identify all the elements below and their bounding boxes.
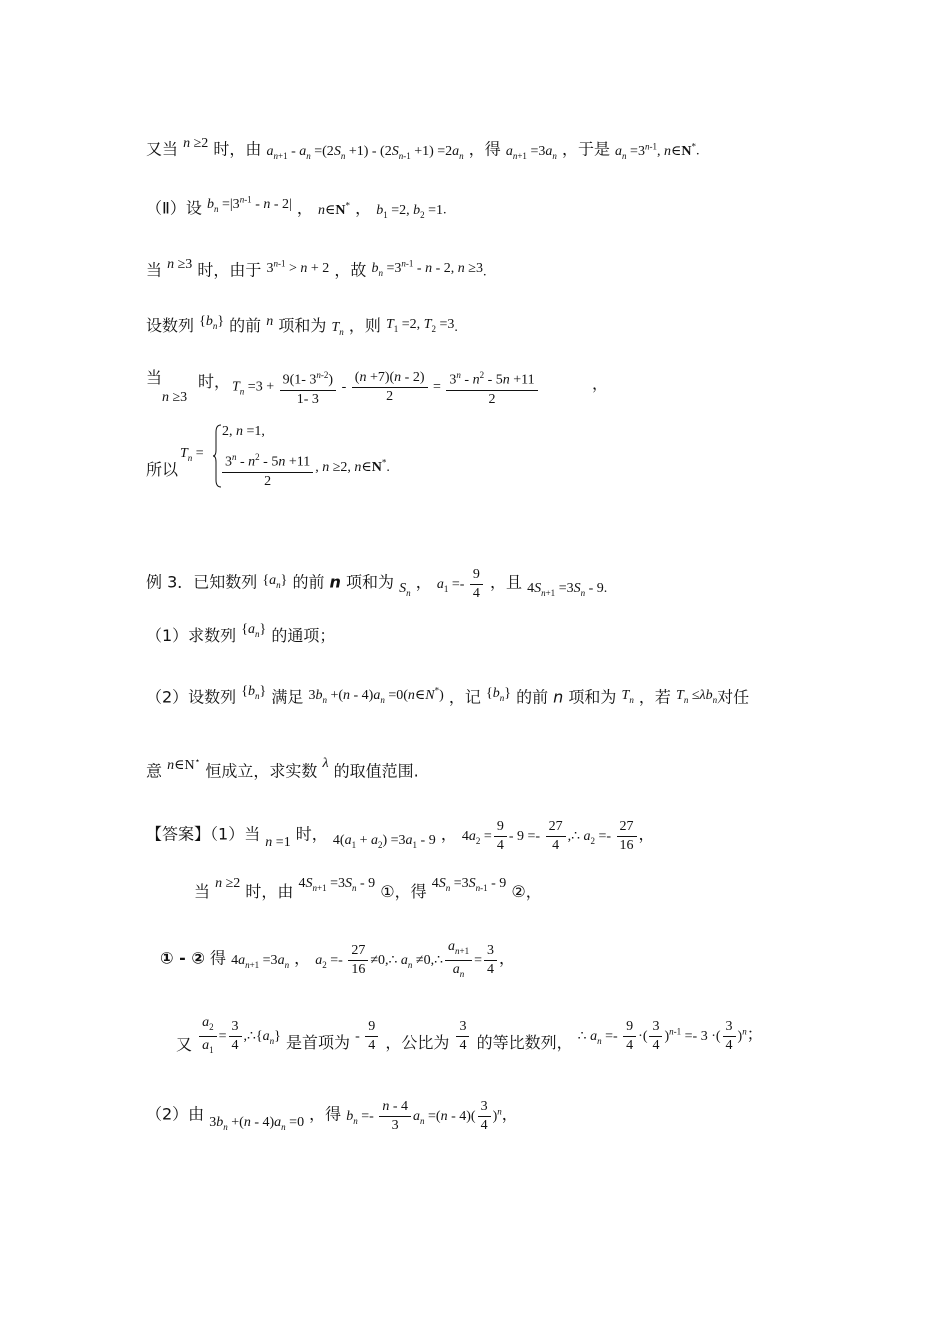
text: n bbox=[553, 687, 564, 707]
math-result: $a_{n+1} =3a_n$ bbox=[505, 143, 557, 161]
answer-tag: 【答案】 bbox=[146, 824, 211, 844]
math-init: $T_1 =2$, $T_2 =3$ bbox=[385, 317, 455, 334]
math-tn: $T_n$ bbox=[331, 320, 344, 337]
text: （1）求数列 bbox=[146, 626, 237, 645]
fraction: $\frac{9}{4}$ bbox=[623, 1018, 636, 1055]
math-result: $b_n$ =- $\frac{n - 4}{3}$ $a_n =(n - 4)$( $\frac{3}{4}$ )$^n$ bbox=[346, 1099, 502, 1133]
fraction: $\frac{27}{16}$ bbox=[617, 818, 637, 855]
math-var: n bbox=[266, 314, 274, 329]
text: 又 bbox=[176, 1034, 193, 1054]
math-recurrence: $4S_{n+1} =3S_n - 9$ bbox=[527, 580, 604, 598]
math-lambda: λ bbox=[322, 755, 329, 771]
fraction: $\frac{(n +7)(n - 2)}{2}$ bbox=[352, 369, 428, 406]
solution-line-2 bbox=[146, 195, 447, 224]
answer-line-1 bbox=[146, 818, 655, 855]
text: ，得 bbox=[394, 882, 427, 901]
text: 项和为 bbox=[568, 687, 617, 707]
fraction: $\frac{9}{4}$ bbox=[494, 818, 507, 855]
text: . bbox=[603, 580, 608, 596]
fraction: $\frac{n - 4}{3}$ bbox=[379, 1098, 411, 1135]
text: ，故 bbox=[334, 260, 367, 280]
text: 时，由 bbox=[245, 882, 294, 901]
text: 的通项； bbox=[271, 626, 336, 645]
math-result: $a_n =3^{n-1}$, n∈N* bbox=[615, 141, 696, 161]
piecewise-case-1: 2, n =1, bbox=[222, 424, 265, 439]
text: 当 bbox=[146, 368, 163, 387]
text: （2）由 bbox=[146, 1104, 205, 1124]
math-bn: $b_n =|3^{n-1} - n - 2|$ bbox=[206, 194, 292, 214]
fraction: $\frac{3^n - n^2 - 5n +11}{2}$ bbox=[446, 366, 537, 409]
math-first: - $\frac{9}{4}$ bbox=[355, 1029, 380, 1044]
text: ， bbox=[592, 374, 609, 393]
text: ， bbox=[294, 948, 311, 968]
text: 满足 bbox=[271, 687, 304, 707]
text: ； bbox=[746, 1024, 763, 1044]
answer-line-3 bbox=[160, 938, 515, 983]
math-condition: n ≥3 bbox=[167, 256, 193, 272]
fraction: $\frac{9}{4}$ bbox=[470, 566, 483, 603]
text: ， bbox=[638, 824, 655, 844]
math-result: ∴ $a_n$ =- $\frac{9}{4}$ ·( $\frac{3}{4}$ )$^{n-1}$ =- 3 ·( $\frac{3}{4}$ )$^n$ bbox=[577, 1018, 747, 1053]
fraction: $\frac{9}{4}$ bbox=[365, 1018, 378, 1055]
text: 的取值范围. bbox=[333, 761, 419, 781]
text: ， bbox=[525, 882, 542, 901]
text: ，于是 bbox=[561, 139, 610, 159]
math-seq: $\{b_n\}$ bbox=[486, 685, 511, 703]
text: ，得 bbox=[309, 1104, 342, 1124]
text: 时，由于 bbox=[197, 260, 262, 280]
text: ， bbox=[440, 824, 457, 844]
text: 当 bbox=[146, 260, 163, 280]
text: 是首项为 bbox=[285, 1032, 350, 1052]
math-formula: $a_{n+1} - a_n =(2S_n +1) - (2S_{n-1} +1) =2a_n$ bbox=[266, 143, 464, 161]
math-condition: n ≥3 bbox=[162, 390, 188, 405]
math-sn: $S_n$ bbox=[399, 580, 411, 598]
math-eq: $4(a_1 + a_2) =3a_1 - 9$ bbox=[332, 832, 436, 850]
math-tn: $T_n$ bbox=[621, 687, 634, 705]
math-init: $b_1 =2$, $b_2 =1$ bbox=[376, 202, 444, 220]
fraction: $\frac{a_{n+1}}{a_n}$ bbox=[445, 938, 472, 983]
fraction: $\frac{3}{4}$ bbox=[723, 1018, 736, 1055]
answer-line-2 bbox=[194, 876, 542, 902]
math-seq: $\{a_n\}$ bbox=[262, 572, 288, 590]
text: ， bbox=[501, 1104, 518, 1124]
math-seq: $\{b_n\}$ bbox=[241, 683, 267, 701]
text: . bbox=[443, 202, 447, 218]
fraction: $\frac{9(1- 3^{n-2})}{1- 3}$ bbox=[280, 366, 337, 409]
text: 当 bbox=[194, 882, 211, 901]
solution-line-3 bbox=[146, 257, 486, 286]
math-eq: $4S_n =3S_{n-1} - 9$ bbox=[431, 876, 507, 893]
math-eq: $a_2$ =- $\frac{27}{16}$ ≠0,∴ $a_n$ ≠0,∴ $\frac{a_{n+1}}{a_n}$ = $\frac{3}{4}$ bbox=[315, 953, 499, 968]
text: ，公比为 bbox=[385, 1032, 450, 1052]
text: 项和为 bbox=[346, 572, 395, 592]
example3-statement bbox=[146, 566, 607, 603]
text: 时， bbox=[295, 824, 328, 844]
text: 恒成立，求实数 bbox=[205, 761, 318, 781]
fraction: $\frac{3^n - n^2 - 5n +11}{2}$ bbox=[222, 448, 313, 491]
math-seq: $\{b_n\}$ bbox=[199, 314, 225, 331]
text: 设数列 bbox=[146, 316, 195, 335]
math-eq: $\frac{a_2}{a_1}$ = $\frac{3}{4}$ $,\therefore\{a_n\}$ bbox=[197, 1029, 281, 1044]
text: ， bbox=[296, 198, 313, 218]
math-condition: n =1 bbox=[265, 834, 291, 850]
text: 时， bbox=[198, 372, 231, 391]
text: . bbox=[454, 320, 458, 335]
text: 意 bbox=[146, 761, 163, 781]
math-condition: $3b_n +(n - 4)a_n$ =0(n∈N*) bbox=[308, 685, 444, 705]
text: n bbox=[329, 572, 341, 592]
text: 又当 bbox=[146, 139, 179, 159]
example3-q1 bbox=[146, 622, 336, 652]
piecewise-case-2: $\frac{3^n - n^2 - 5n +11}{2}$ , n ≥2, n∈N*. bbox=[220, 448, 390, 491]
fraction: $\frac{3}{4}$ bbox=[456, 1018, 469, 1055]
text: 时，由 bbox=[213, 139, 262, 159]
text: ， bbox=[499, 948, 516, 968]
text: 项和为 bbox=[278, 316, 327, 335]
text: （1）当 bbox=[210, 824, 261, 844]
example-title: 例 3．已知数列 bbox=[146, 572, 258, 592]
text: ， bbox=[415, 572, 432, 592]
text: （2）设数列 bbox=[146, 687, 237, 707]
text: 的前 bbox=[292, 572, 325, 592]
fraction: $\frac{27}{16}$ bbox=[348, 942, 368, 979]
text: ， bbox=[355, 198, 372, 218]
text: 对任 bbox=[717, 687, 750, 707]
text: 的等比数列， bbox=[476, 1032, 573, 1052]
fraction: $\frac{27}{4}$ bbox=[546, 818, 566, 855]
text: 所以 bbox=[146, 460, 179, 479]
math-formula: $T_n =3$ + $\frac{9(1- 3^{n-2})}{1- 3}$ - $\frac{(n +7)(n - 2)}{2}$ = $\frac{3^n - n^2 - 5n +11}{2}$ bbox=[232, 366, 540, 409]
math-a1: $a_1$ =- $\frac{9}{4}$ bbox=[437, 577, 485, 592]
fraction: $\frac{3}{4}$ bbox=[478, 1098, 491, 1135]
text: . bbox=[695, 143, 700, 159]
math-domain: n∈N* bbox=[318, 200, 351, 218]
solution-line-4 bbox=[146, 316, 458, 342]
marks: ① - ② bbox=[160, 948, 205, 968]
math-ineq: $T_n \le\lambda b_n$ bbox=[676, 687, 718, 705]
fraction: $\frac{a_2}{a_1}$ bbox=[199, 1014, 217, 1059]
math-condition: n ≥2 bbox=[215, 876, 241, 891]
answer-line-4 bbox=[176, 1014, 763, 1059]
math-ratio bbox=[454, 1018, 471, 1053]
text: （Ⅱ）设 bbox=[146, 198, 202, 218]
fraction: $\frac{3}{4}$ bbox=[484, 942, 497, 979]
math-eq: $4S_{n+1} =3S_n - 9$ bbox=[298, 876, 376, 893]
text: . bbox=[482, 264, 487, 280]
text: ，记 bbox=[448, 687, 481, 707]
text: 的前 bbox=[516, 687, 549, 707]
math-ineq: $3^{n-1} > n + 2$ bbox=[266, 258, 330, 276]
answer-line-5 bbox=[146, 1098, 518, 1135]
mark-1: ① bbox=[380, 882, 395, 901]
math-result: $b_n =3^{n-1} - n - 2$, n ≥3 bbox=[371, 258, 483, 278]
math-eq: $4a_2$ = $\frac{9}{4}$ - 9 =- $\frac{27}{4}$ ,∴ $a_2$ =- $\frac{27}{16}$ bbox=[462, 829, 639, 844]
text: ，且 bbox=[490, 572, 523, 592]
math-eq: $4a_{n+1} =3a_n$ bbox=[231, 952, 290, 970]
text: ，若 bbox=[638, 687, 671, 707]
text: ，得 bbox=[468, 139, 501, 159]
math-eq: $3b_n +(n - 4)a_n =0$ bbox=[209, 1114, 305, 1132]
example3-q2 bbox=[146, 684, 749, 713]
math-tn: $T_n$ = bbox=[180, 446, 204, 463]
fraction: $\frac{3}{4}$ bbox=[229, 1018, 242, 1055]
fraction: $\frac{3}{4}$ bbox=[649, 1018, 662, 1055]
solution-line-1 bbox=[146, 136, 699, 165]
text: ，则 bbox=[348, 316, 381, 335]
mark-2: ② bbox=[511, 882, 526, 901]
text: 得 bbox=[209, 948, 226, 968]
text: 的前 bbox=[229, 316, 262, 335]
solution-line-5 bbox=[146, 366, 609, 407]
math-domain: n∈N⋆ bbox=[167, 755, 201, 773]
example3-q2-continued bbox=[146, 755, 419, 784]
math-seq: $\{a_n\}$ bbox=[241, 622, 267, 639]
math-condition: n ≥2 bbox=[183, 135, 209, 151]
